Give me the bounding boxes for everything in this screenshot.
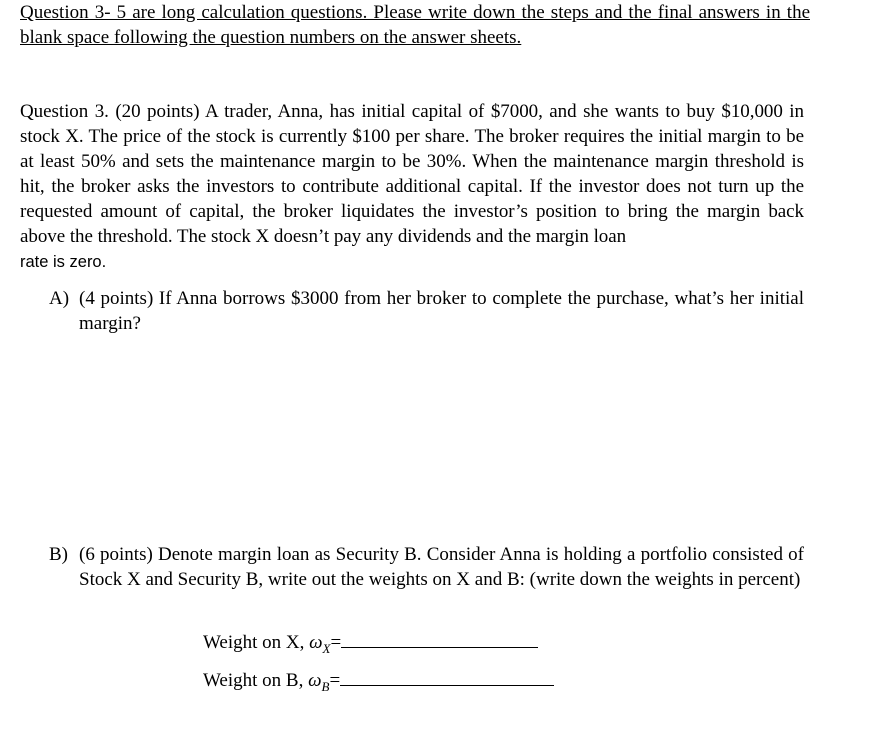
weight-x-equals: =: [330, 632, 342, 653]
part-a: [49, 286, 804, 336]
part-b: [49, 542, 804, 592]
part-b-marker: B): [49, 544, 68, 565]
weight-b-label: Weight on B,: [203, 670, 309, 691]
omega-b-subscript: B: [321, 678, 330, 694]
weight-x-answer-blank[interactable]: [341, 629, 538, 648]
weight-b-answer-blank[interactable]: [340, 667, 554, 686]
question-3-text-end: rate is zero.: [20, 253, 107, 271]
question-3: [20, 99, 804, 275]
omega-x-symbol: ω: [309, 632, 323, 653]
instructions-header: [20, 0, 810, 50]
part-a-text: (4 points) If Anna borrows $3000 from her broker to complete the purchase, what’s her initial margin?: [79, 288, 804, 334]
part-b-text: (6 points) Denote margin loan as Security B. Consider Anna is holding a portfolio consisted of Stock X and Security B, write out the weights on X and B: (write down the weights in percent): [79, 544, 804, 590]
weight-b-line: [203, 667, 554, 699]
weight-x-line: [203, 629, 538, 661]
question-3-text: Question 3. (20 points) A trader, Anna, has initial capital of $7000, and she wants to buy $10,000 in stock X. The price of the stock is currently $100 per share. The broker requires the initial margin to be at least 50% and sets the maintenance margin to be 30%. When the maintenance margin threshold is hit, the broker asks the investors to contribute additional capital. If the investor does not turn up the requested amount of capital, the broker liquidates the investor’s position to bring the margin back above the threshold. The stock X doesn’t pay any dividends and the margin loan: [20, 101, 804, 247]
omega-b-symbol: ω: [308, 670, 322, 691]
instructions-text: Question 3- 5 are long calculation questions. Please write down the steps and the final answers in the blank space following the question numbers on the answer sheets.: [20, 2, 810, 48]
weight-b-equals: =: [329, 670, 341, 691]
part-a-marker: A): [49, 288, 70, 309]
weight-x-label: Weight on X,: [203, 632, 310, 653]
omega-x-subscript: X: [322, 640, 331, 656]
